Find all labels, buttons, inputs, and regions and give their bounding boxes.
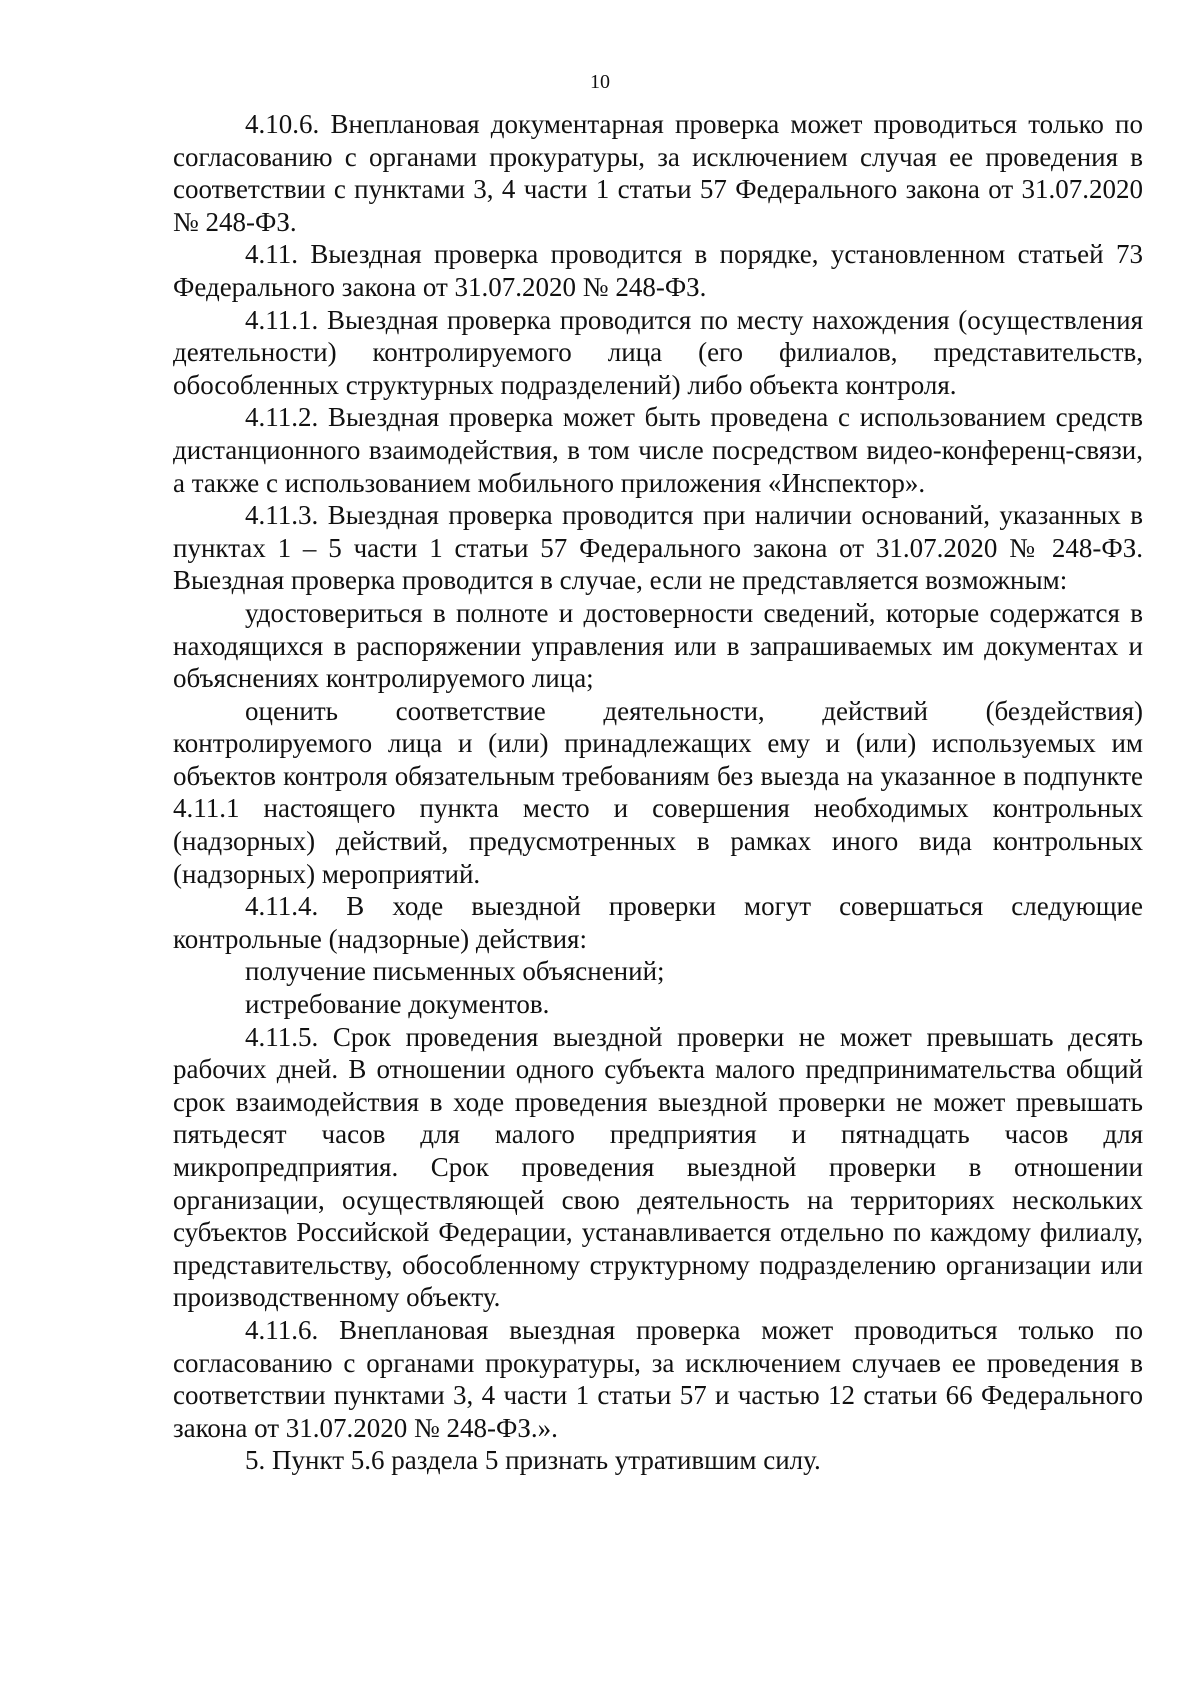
list-item-document-request: истребование документов. — [245, 989, 550, 1020]
paragraph-4-11-3: 4.11.3. Выездная проверка проводится при наличии оснований, указанных в пунктах 1 – 5 части 1 статьи 57 Федерального закона от 31.07.2020 № 248-ФЗ. Выездная проверка проводится в случае, если не представляется возможным: — [173, 500, 1143, 596]
paragraph-4-11-4: 4.11.4. В ходе выездной проверки могут совершаться следующие контрольные (надзорные) действия: — [173, 891, 1143, 954]
paragraph-4-11-2: 4.11.2. Выездная проверка может быть проведена с использованием средств дистанционного взаимодействия, в том числе посредством видео-конференц-связи, а также с использованием мобильного приложения «Инспектор». — [173, 402, 1143, 498]
document-body — [173, 108, 1143, 1477]
list-item-verify-completeness: удостовериться в полноте и достоверности сведений, которые содержатся в находящихся в распоряжении управления или в запрашиваемых им документах и объяснениях контролируемого лица; — [173, 597, 1143, 694]
paragraph-4-10-6: 4.10.6. Внеплановая документарная проверка может проводиться только по согласованию с органами прокуратуры, за исключением случая ее проведения в соответствии с пунктами 3, 4 части 1 статьи 57 Федерального закона от 31.07.2020 № 248-ФЗ. — [173, 109, 1143, 237]
paragraph-4-11-1: 4.11.1. Выездная проверка проводится по месту нахождения (осуществления деятельности) контролируемого лица (его филиалов, представительств, обособленных структурных подразделений) либо объекта контроля. — [173, 304, 1143, 400]
list-item-assess-compliance: оценить соответствие деятельности, действий (бездействия) контролируемого лица и (или) принадлежащих ему и (или) используемых им объектов контроля обязательным требованиям без выезда на указанное в подпункте 4.11.1 настоящего пункта место и совершения необходимых контрольных (надзорных) действий, предусмотренных в рамках иного вида контрольных (надзорных) мероприятий. — [173, 695, 1143, 889]
paragraph-5: 5. Пункт 5.6 раздела 5 признать утратившим силу. — [245, 1445, 821, 1476]
page-number: 10 — [590, 71, 610, 93]
list-item-written-explanations: получение письменных объяснений; — [245, 956, 665, 987]
paragraph-4-11-5: 4.11.5. Срок проведения выездной проверки не может превышать десять рабочих дней. В отношении одного субъекта малого предпринимательства общий срок взаимодействия в ходе проведения выездной проверки не может превышать пятьдесят часов для малого предприятия и пятнадцать часов для микропредприятия. Срок проведения выездной проверки в отношении организации, осуществляющей свою деятельность на территориях нескольких субъектов Российской Федерации, устанавливается отдельно по каждому филиалу, представительству, обособленному структурному подразделению организации или производственному объекту. — [173, 1021, 1143, 1313]
paragraph-4-11: 4.11. Выездная проверка проводится в порядке, установленном статьей 73 Федерального закона от 31.07.2020 № 248-ФЗ. — [173, 239, 1143, 302]
paragraph-4-11-6: 4.11.6. Внеплановая выездная проверка может проводиться только по согласованию с органами прокуратуры, за исключением случаев ее проведения в соответствии пунктами 3, 4 части 1 статьи 57 и частью 12 статьи 66 Федерального закона от 31.07.2020 № 248-ФЗ.». — [173, 1314, 1143, 1443]
